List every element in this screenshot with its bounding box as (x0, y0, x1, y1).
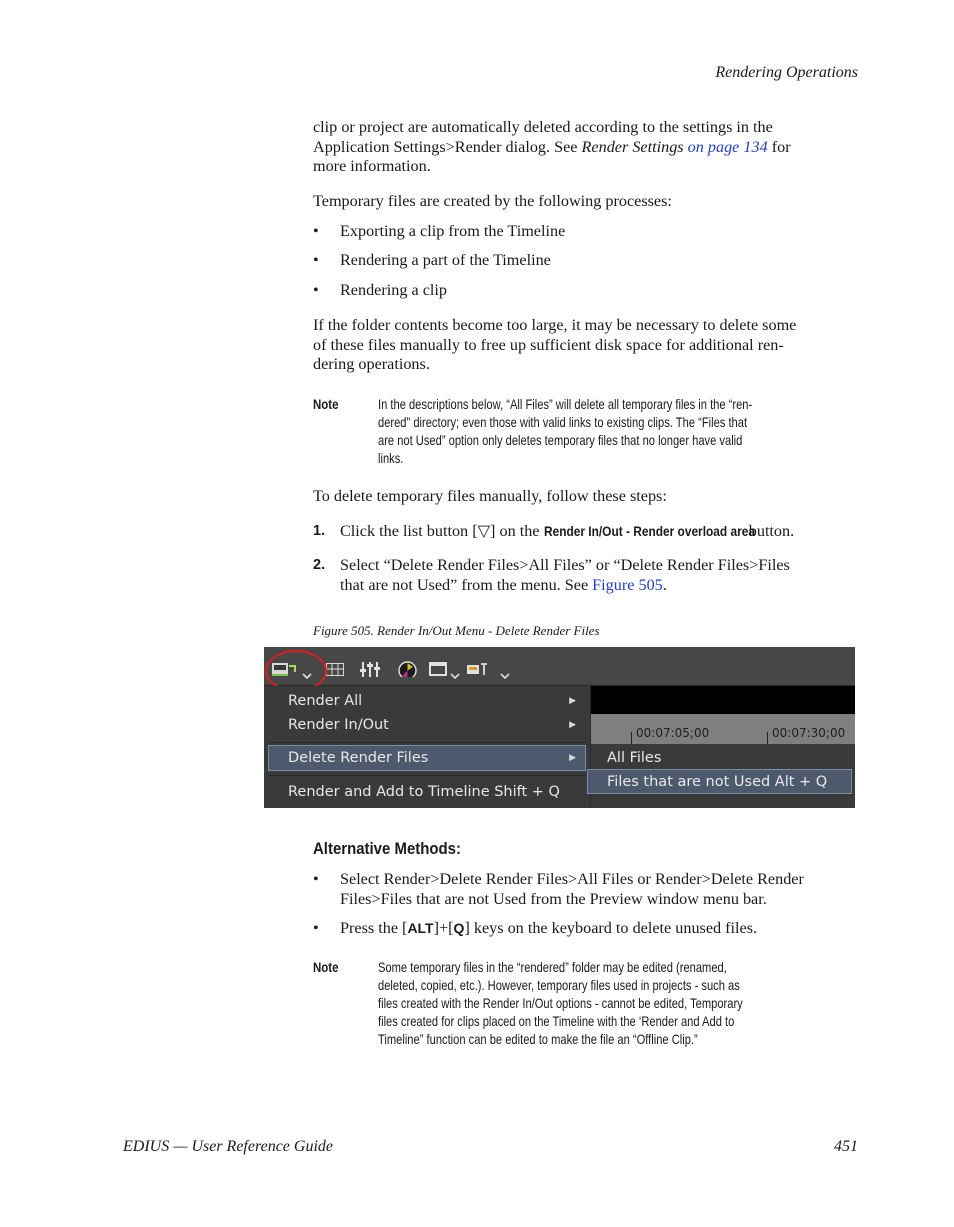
note-label: Note (313, 959, 339, 975)
list-item (313, 870, 861, 909)
list-item-text: Exporting a clip from the Timeline (340, 222, 566, 240)
alt-method-2-text: Press the [ (340, 919, 408, 937)
alt-method-1-line-2: Files>Files that are not Used from the Preview window menu bar. (340, 889, 767, 908)
timecode: 00:07:30;00 (772, 726, 846, 740)
output-icon[interactable] (467, 663, 489, 679)
submenu-item-files-not-used[interactable]: Files that are not Used Alt + Q (607, 774, 828, 790)
menu-item-delete-render-files[interactable]: Delete Render Files (288, 750, 429, 766)
submenu-arrow-icon: ▶ (569, 696, 576, 706)
figure-505-link[interactable]: Figure 505 (592, 575, 663, 594)
step-2-line-2-end: . (662, 575, 667, 594)
bullet-icon: • (313, 251, 319, 269)
intro-line-1: clip or project are automatically deleted according to the settings in the (313, 118, 773, 136)
preview-display (591, 686, 855, 714)
render-menu (264, 686, 591, 808)
bullet-icon: • (313, 281, 319, 299)
folder-line-2: of these files manually to free up sufficient disk space for additional ren- (313, 335, 784, 354)
list-item (313, 919, 861, 939)
note-line: Some temporary files in the “rendered” folder may be edited (renamed, (378, 960, 727, 975)
figure-caption: Figure 505. Render In/Out Menu - Delete Render Files (313, 623, 600, 638)
note-label: Note (313, 396, 339, 412)
folder-line-1: If the folder contents become too large, it may be necessary to delete some (313, 316, 797, 334)
intro-line-2 (313, 138, 861, 158)
q-key: Q (453, 920, 465, 936)
vectorscope-icon[interactable] (398, 661, 417, 677)
alt-method-2-end: ] keys on the keyboard to delete unused files. (464, 919, 758, 937)
window-layout-icon[interactable] (429, 662, 449, 678)
list-item (313, 281, 861, 301)
menu-item-render-in-out[interactable]: Render In/Out (288, 717, 389, 733)
list-item-text: Rendering a clip (340, 281, 447, 299)
submenu-arrow-icon: ▶ (569, 753, 576, 763)
intro-line-2-end: for (767, 137, 791, 156)
render-settings-ref: Render Settings (581, 137, 684, 156)
menu-separator (268, 742, 586, 743)
step-2-line-1: Select “Delete Render Files>All Files” or “Delete Render Files>Files (340, 556, 790, 574)
timeline-ruler (591, 714, 855, 744)
note-line: files created with the Render In/Out options - cannot be edited, Temporary (378, 996, 743, 1011)
note-text (378, 959, 833, 1049)
page-134-link[interactable]: on page 134 (687, 137, 768, 156)
delete-render-files-submenu (591, 744, 855, 808)
menu-item-render-all[interactable]: Render All (288, 693, 363, 709)
grid-icon[interactable] (326, 663, 344, 679)
intro-line-3: more information. (313, 157, 431, 175)
note-line: are not Used” option only deletes temporary files that no longer have valid (378, 433, 743, 448)
render-menu-screenshot (264, 647, 855, 808)
list-item-text: Rendering a part of the Timeline (340, 251, 551, 269)
step-number: 1. (313, 523, 326, 539)
timecode: 00:07:05;00 (636, 726, 710, 740)
step-1 (313, 522, 861, 542)
steps-intro: To delete temporary files manually, follow these steps: (313, 487, 667, 505)
note-line: links. (378, 451, 404, 466)
step-1-end: button. (744, 522, 795, 540)
intro-paragraph (313, 118, 861, 177)
bullet-icon: • (313, 870, 319, 888)
step-2-line-2-text: that are not Used” from the menu. See (340, 575, 593, 594)
plus-text: ]+[ (433, 919, 454, 937)
list-item (313, 222, 861, 242)
menu-separator (268, 775, 586, 776)
folder-paragraph (313, 316, 861, 375)
temp-files-paragraph: Temporary files are created by the following processes: (313, 192, 672, 210)
bullet-icon: • (313, 222, 319, 240)
note-line: deleted, copied, etc.). However, temporary files used in projects - such as (378, 978, 740, 993)
note-text (378, 396, 833, 468)
note-line: files created for clips placed on the Timeline with the ‘Render and Add to (378, 1014, 735, 1029)
intro-line-2-text: Application Settings>Render dialog. See (313, 137, 582, 156)
render-overload-area-label: Render In/Out - Render overload area (543, 523, 755, 539)
preview-toolbar (264, 647, 855, 686)
folder-line-3: dering operations. (313, 355, 430, 373)
step-2 (313, 556, 861, 595)
note-line: In the descriptions below, “All Files” will delete all temporary files in the “ren- (378, 397, 753, 412)
footer-title: EDIUS — User Reference Guide (123, 1138, 334, 1155)
note-line: Timeline” function can be edited to make the file an “Offline Clip.” (378, 1032, 698, 1047)
menu-item-render-and-add-to-timeline[interactable]: Render and Add to Timeline Shift + Q (288, 784, 560, 800)
alt-method-1-line-1: Select Render>Delete Render Files>All Files or Render>Delete Render (340, 870, 804, 888)
bullet-icon: • (313, 919, 319, 937)
step-number: 2. (313, 557, 326, 573)
alternative-methods-heading: Alternative Methods: (313, 839, 461, 858)
list-item (313, 251, 861, 271)
audio-mixer-icon[interactable] (360, 661, 380, 677)
step-2-line-2 (340, 576, 861, 596)
alt-key: ALT (407, 920, 434, 936)
running-header: Rendering Operations (715, 64, 858, 81)
note-line: dered” directory; even those with valid links to existing clips. The “Files that (378, 415, 748, 430)
step-1-text: Click the list button [▽] on the (340, 522, 544, 540)
submenu-arrow-icon: ▶ (569, 720, 576, 730)
page-number: 451 (834, 1138, 858, 1155)
submenu-item-all-files[interactable]: All Files (607, 750, 662, 766)
